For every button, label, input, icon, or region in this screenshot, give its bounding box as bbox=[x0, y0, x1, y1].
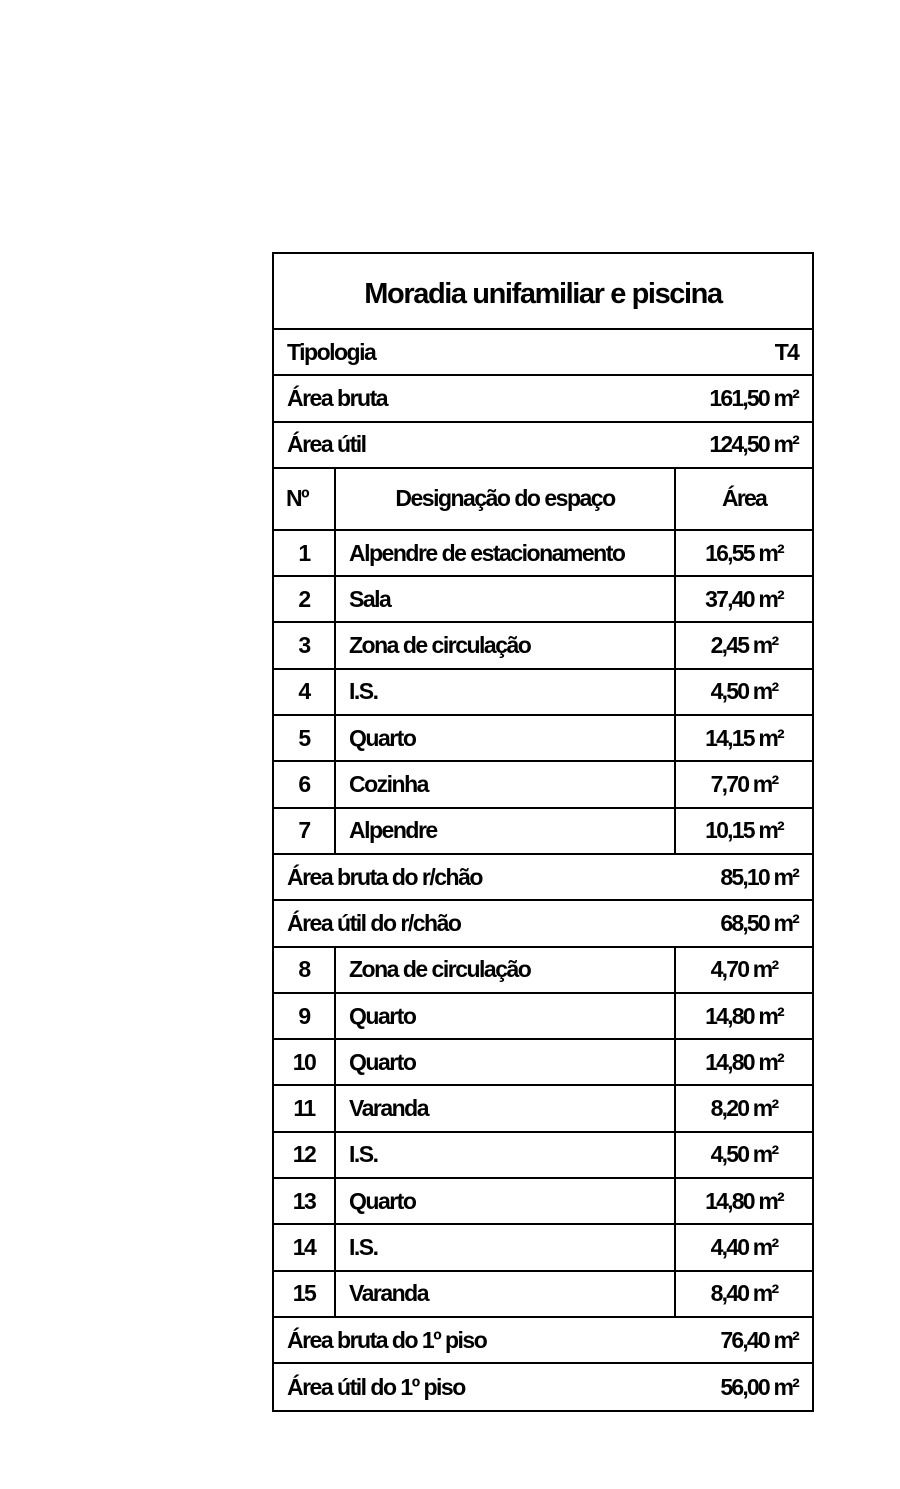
area-util-value: 124,50 m² bbox=[709, 431, 798, 458]
table-row bbox=[274, 809, 812, 855]
table-row bbox=[274, 948, 812, 994]
tipologia-row bbox=[274, 330, 812, 376]
table-row bbox=[274, 531, 812, 577]
room-name: I.S. bbox=[349, 678, 378, 705]
table-row bbox=[274, 1086, 812, 1132]
room-number: 5 bbox=[274, 716, 336, 760]
area-util-label: Área útil bbox=[287, 431, 366, 458]
room-area: 16,55 m² bbox=[674, 531, 812, 575]
table-row bbox=[274, 1040, 812, 1086]
first-util-label: Área útil do 1º piso bbox=[287, 1373, 465, 1400]
room-name: Quarto bbox=[349, 1187, 416, 1214]
room-name: Sala bbox=[349, 585, 391, 612]
room-area: 4,40 m² bbox=[674, 1225, 812, 1269]
room-area: 14,80 m² bbox=[674, 1179, 812, 1223]
room-name: Alpendre de estacionamento bbox=[349, 539, 625, 566]
room-area: 14,15 m² bbox=[674, 716, 812, 760]
header-area: Área bbox=[674, 469, 812, 529]
area-table bbox=[272, 252, 814, 1412]
first-bruta-value: 76,40 m² bbox=[720, 1326, 798, 1353]
room-name: Varanda bbox=[349, 1280, 428, 1307]
table-row bbox=[274, 1133, 812, 1179]
first-util-value: 56,00 m² bbox=[720, 1373, 798, 1400]
room-name: I.S. bbox=[349, 1141, 378, 1168]
header-name: Designação do espaço bbox=[395, 485, 615, 512]
ground-bruta-label: Área bruta do r/chão bbox=[287, 863, 482, 890]
table-row bbox=[274, 1272, 812, 1318]
room-area: 8,20 m² bbox=[674, 1086, 812, 1130]
table-row bbox=[274, 716, 812, 762]
room-name: Quarto bbox=[349, 1048, 416, 1075]
room-number: 14 bbox=[274, 1225, 336, 1269]
room-number: 15 bbox=[274, 1272, 336, 1316]
room-name: Quarto bbox=[349, 724, 416, 751]
area-bruta-value: 161,50 m² bbox=[709, 384, 798, 411]
table-row bbox=[274, 762, 812, 808]
room-area: 14,80 m² bbox=[674, 994, 812, 1038]
area-util-row bbox=[274, 423, 812, 469]
room-area: 4,70 m² bbox=[674, 948, 812, 992]
room-area: 4,50 m² bbox=[674, 670, 812, 714]
table-row bbox=[274, 1225, 812, 1271]
room-number: 4 bbox=[274, 670, 336, 714]
table-row bbox=[274, 670, 812, 716]
header-num: Nº bbox=[274, 469, 336, 529]
room-area: 2,45 m² bbox=[674, 623, 812, 667]
room-number: 8 bbox=[274, 948, 336, 992]
table-title: Moradia unifamiliar e piscina bbox=[274, 254, 812, 330]
room-number: 2 bbox=[274, 577, 336, 621]
table-row bbox=[274, 623, 812, 669]
room-area: 8,40 m² bbox=[674, 1272, 812, 1316]
room-name: Cozinha bbox=[349, 771, 428, 798]
room-name: Quarto bbox=[349, 1002, 416, 1029]
area-bruta-row bbox=[274, 376, 812, 422]
ground-util-value: 68,50 m² bbox=[720, 909, 798, 936]
room-name: Zona de circulação bbox=[349, 956, 531, 983]
first-util-row bbox=[274, 1364, 812, 1410]
room-area: 10,15 m² bbox=[674, 809, 812, 853]
area-bruta-label: Área bruta bbox=[287, 384, 388, 411]
room-name: Varanda bbox=[349, 1095, 428, 1122]
room-number: 11 bbox=[274, 1086, 336, 1130]
room-area: 7,70 m² bbox=[674, 762, 812, 806]
table-row bbox=[274, 1179, 812, 1225]
room-number: 6 bbox=[274, 762, 336, 806]
tipologia-value: T4 bbox=[774, 338, 798, 365]
room-name: I.S. bbox=[349, 1233, 378, 1260]
ground-util-row bbox=[274, 901, 812, 947]
tipologia-label: Tipologia bbox=[287, 338, 376, 365]
room-number: 9 bbox=[274, 994, 336, 1038]
room-area: 37,40 m² bbox=[674, 577, 812, 621]
room-number: 12 bbox=[274, 1133, 336, 1177]
room-number: 10 bbox=[274, 1040, 336, 1084]
room-area: 14,80 m² bbox=[674, 1040, 812, 1084]
room-name: Alpendre bbox=[349, 817, 437, 844]
ground-bruta-value: 85,10 m² bbox=[720, 863, 798, 890]
room-area: 4,50 m² bbox=[674, 1133, 812, 1177]
ground-bruta-row bbox=[274, 855, 812, 901]
first-bruta-label: Área bruta do 1º piso bbox=[287, 1326, 487, 1353]
room-number: 3 bbox=[274, 623, 336, 667]
room-number: 1 bbox=[274, 531, 336, 575]
room-number: 13 bbox=[274, 1179, 336, 1223]
room-name: Zona de circulação bbox=[349, 632, 531, 659]
room-number: 7 bbox=[274, 809, 336, 853]
first-bruta-row bbox=[274, 1318, 812, 1364]
ground-util-label: Área útil do r/chão bbox=[287, 909, 461, 936]
table-row bbox=[274, 994, 812, 1040]
table-row bbox=[274, 577, 812, 623]
column-header-row bbox=[274, 469, 812, 531]
